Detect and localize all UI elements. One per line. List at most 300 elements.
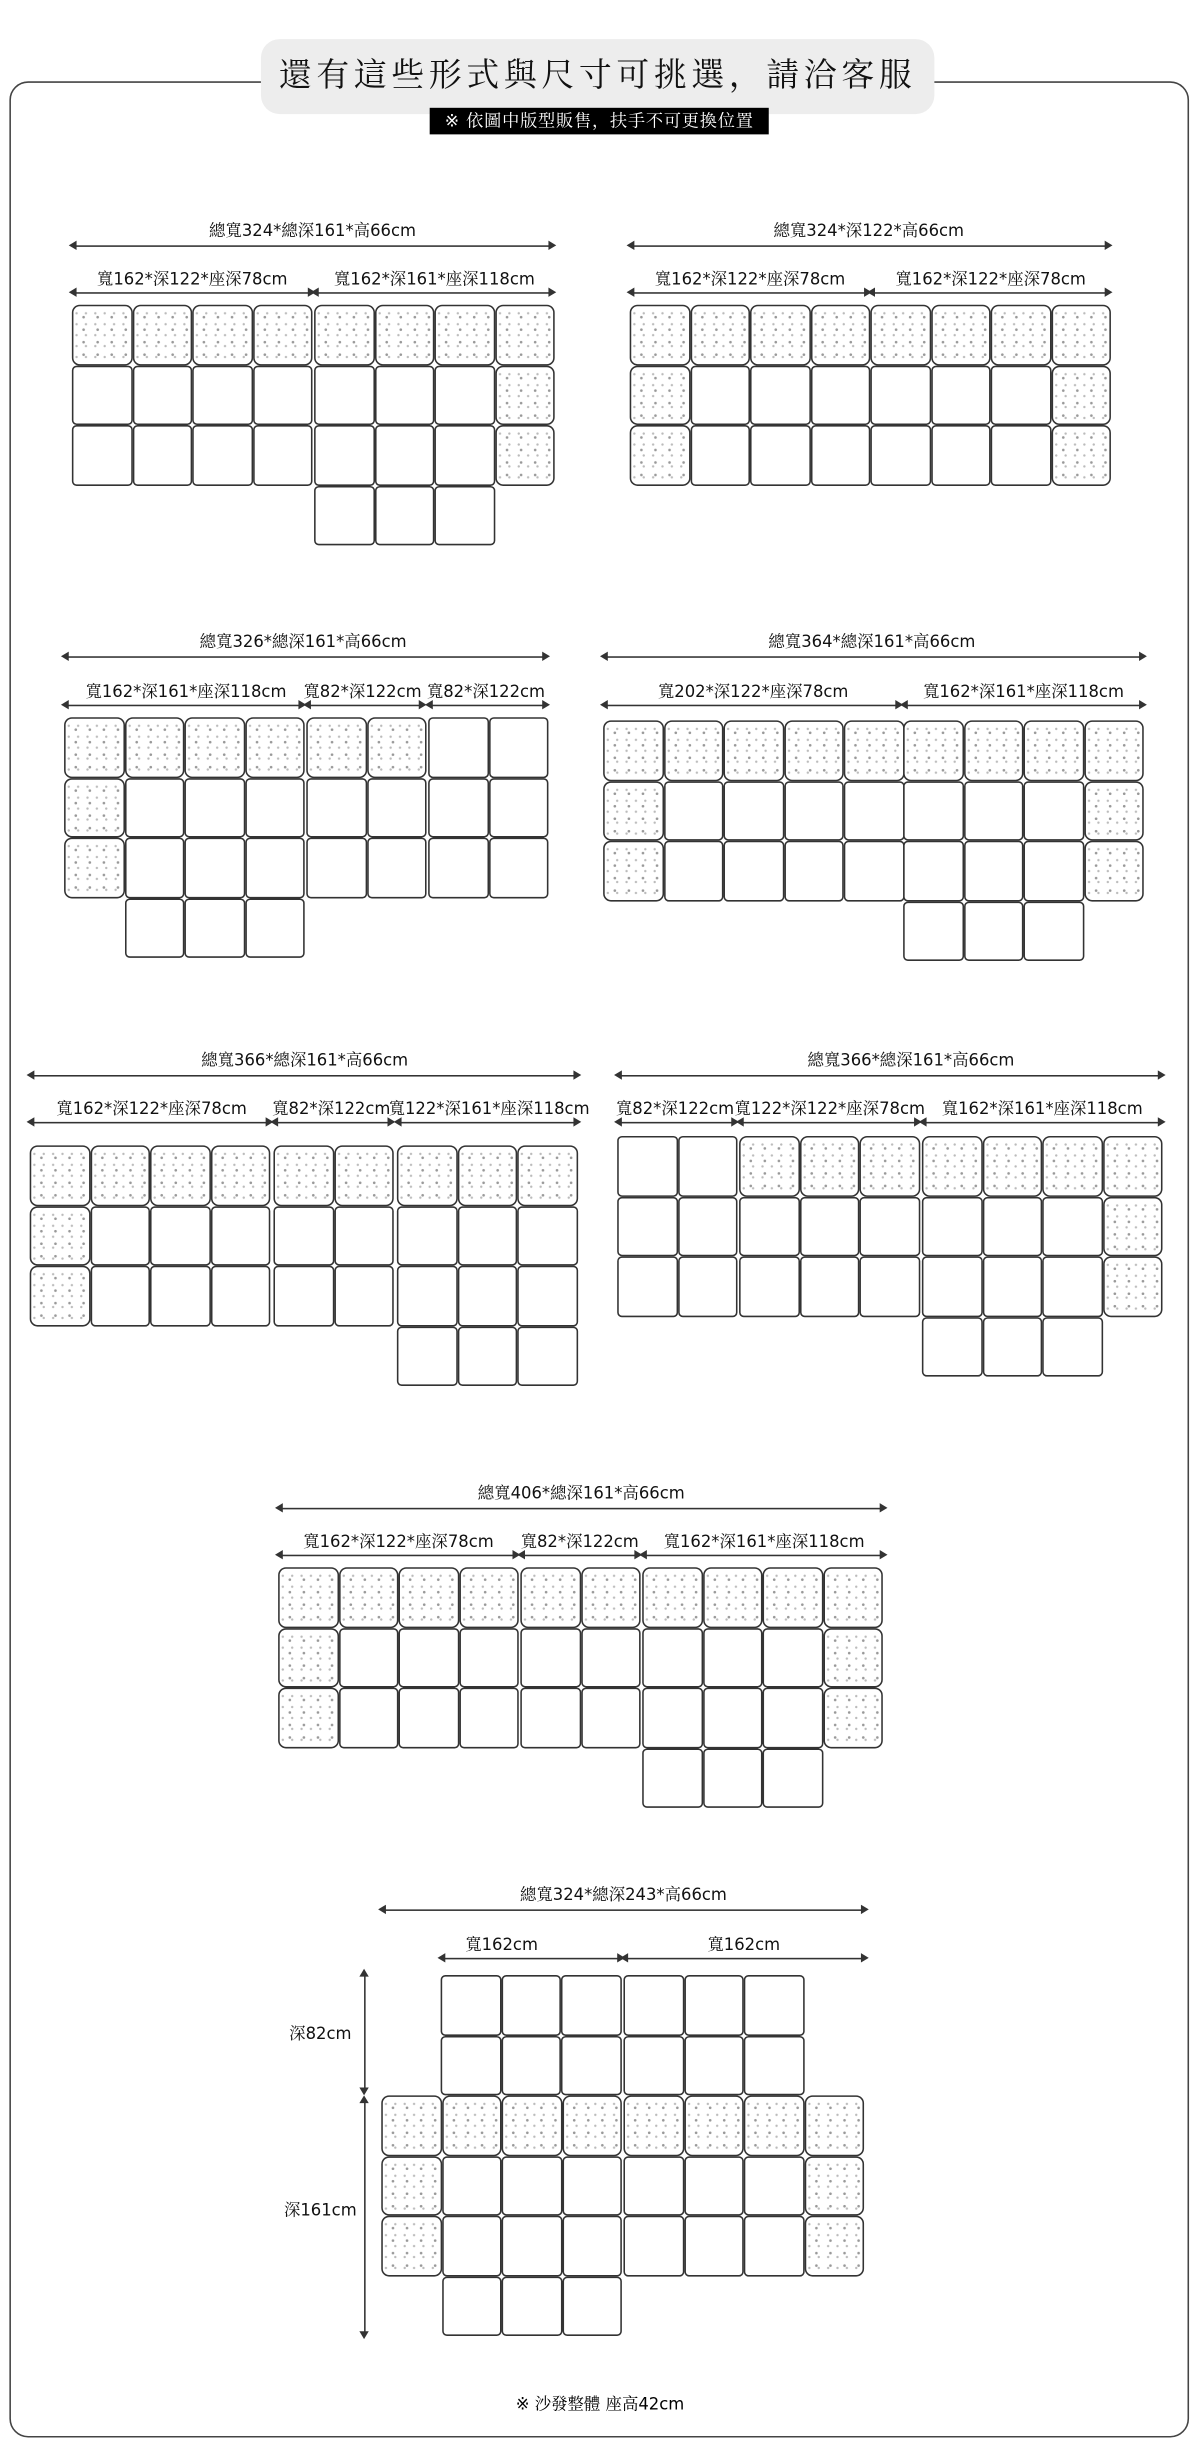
seat-cushion	[441, 1975, 501, 2035]
seat-cushion	[517, 1205, 577, 1265]
back-cushion	[684, 2095, 744, 2155]
seat-cushion	[457, 1205, 517, 1265]
module-width-arrow	[603, 705, 900, 707]
back-cushion	[702, 1567, 762, 1627]
module-dimension-label: 寬162cm	[465, 1935, 538, 1955]
seat-cushion	[488, 838, 548, 898]
seat-cushion	[903, 780, 963, 840]
back-cushion	[397, 1145, 457, 1205]
module-dimension-label: 寬162*深122*座深78cm	[654, 270, 846, 290]
back-cushion	[1023, 720, 1083, 780]
depth-arrow	[364, 2098, 366, 2336]
seat-cushion	[132, 365, 192, 425]
back-cushion	[903, 720, 963, 780]
seat-cushion	[488, 717, 548, 777]
seat-cushion	[434, 365, 494, 425]
module-dimension-label: 寬82*深122cm	[303, 682, 422, 702]
module-width-arrow	[64, 705, 303, 707]
seat-cushion	[991, 365, 1051, 425]
seat-cushion	[517, 1326, 577, 1386]
seat-cushion	[617, 1256, 677, 1316]
seat-cushion	[338, 1688, 398, 1748]
seat-cushion	[210, 1266, 270, 1326]
module-width-arrow	[903, 705, 1144, 707]
seat-height-note: ※ 沙發整體 座高42cm	[515, 2395, 685, 2415]
back-cushion	[823, 1688, 883, 1748]
seat-cushion	[366, 777, 426, 837]
seat-cushion	[684, 2155, 744, 2215]
module-dimension-label: 寬162*深122*座深78cm	[96, 270, 288, 290]
seat-cushion	[677, 1196, 737, 1256]
back-cushion	[495, 425, 555, 485]
seat-cushion	[245, 777, 305, 837]
seat-cushion	[750, 365, 810, 425]
seat-cushion	[366, 838, 426, 898]
back-cushion	[72, 305, 132, 365]
depth-dimension-label: 深82cm	[289, 2025, 352, 2044]
back-cushion	[381, 2216, 441, 2276]
seat-cushion	[72, 425, 132, 485]
module-width-arrow	[870, 292, 1109, 294]
seat-cushion	[192, 425, 252, 485]
back-cushion	[630, 365, 690, 425]
seat-cushion	[922, 1196, 982, 1256]
seat-cushion	[859, 1256, 919, 1316]
total-width-arrow	[72, 245, 553, 247]
seat-cushion	[252, 425, 312, 485]
back-cushion	[630, 305, 690, 365]
back-cushion	[1084, 841, 1144, 901]
seat-cushion	[663, 841, 723, 901]
back-cushion	[1102, 1256, 1162, 1316]
back-cushion	[30, 1145, 90, 1205]
seat-cushion	[930, 365, 990, 425]
seat-cushion	[374, 365, 434, 425]
seat-cushion	[663, 780, 723, 840]
seat-cushion	[810, 425, 870, 485]
module-dimension-label: 寬162*深122*座深78cm	[56, 1100, 247, 1119]
total-dimension-label: 總寬324*深122*高66cm	[773, 221, 965, 241]
seat-cushion	[132, 425, 192, 485]
back-cushion	[750, 305, 810, 365]
seat-cushion	[870, 365, 930, 425]
module-dimension-label: 寬162*深122*座深78cm	[895, 270, 1086, 290]
module-dimension-label: 寬162*深161*座深118cm	[663, 1532, 865, 1552]
seat-cushion	[314, 365, 374, 425]
back-cushion	[495, 305, 555, 365]
seat-cushion	[150, 1266, 210, 1326]
back-cushion	[963, 720, 1023, 780]
back-cushion	[381, 2155, 441, 2215]
module-dimension-label: 寬82*深122cm	[615, 1100, 735, 1119]
seat-cushion	[677, 1136, 737, 1196]
back-cushion	[278, 1688, 338, 1748]
back-cushion	[1051, 305, 1111, 365]
seat-cushion	[1042, 1196, 1102, 1256]
seat-cushion	[501, 2035, 561, 2095]
total-dimension-label: 總寬324*總深243*高66cm	[519, 1885, 727, 1905]
back-cushion	[278, 1567, 338, 1627]
seat-cushion	[623, 2155, 683, 2215]
seat-cushion	[903, 901, 963, 961]
module-width-arrow	[642, 1555, 884, 1557]
seat-cushion	[642, 1748, 702, 1808]
seat-cushion	[922, 1316, 982, 1376]
seat-cushion	[459, 1627, 519, 1687]
seat-cushion	[441, 2035, 501, 2095]
back-cushion	[64, 838, 124, 898]
back-cushion	[1102, 1136, 1162, 1196]
back-cushion	[306, 717, 366, 777]
seat-cushion	[273, 1266, 333, 1326]
back-cushion	[374, 305, 434, 365]
back-cushion	[334, 1145, 394, 1205]
seat-cushion	[859, 1196, 919, 1256]
back-cushion	[580, 1567, 640, 1627]
seat-cushion	[520, 1688, 580, 1748]
total-width-arrow	[630, 245, 1110, 247]
back-cushion	[184, 717, 244, 777]
back-cushion	[930, 305, 990, 365]
seat-cushion	[374, 485, 434, 545]
total-width-arrow	[278, 1508, 884, 1510]
seat-cushion	[963, 841, 1023, 901]
seat-cushion	[273, 1205, 333, 1265]
seat-cushion	[810, 365, 870, 425]
back-cushion	[982, 1136, 1042, 1196]
module-width-arrow	[617, 1122, 736, 1124]
back-cushion	[690, 305, 750, 365]
seat-cushion	[459, 1688, 519, 1748]
seat-cushion	[441, 2276, 501, 2336]
seat-cushion	[90, 1266, 150, 1326]
seat-cushion	[428, 777, 488, 837]
back-cushion	[1084, 720, 1144, 780]
module-dimension-label: 寬82*深122cm	[520, 1532, 639, 1552]
depth-dimension-label: 深161cm	[283, 2201, 357, 2221]
module-dimension-label: 寬162*深161*座深118cm	[85, 682, 287, 702]
module-width-arrow	[630, 292, 869, 294]
total-width-arrow	[64, 656, 547, 658]
back-cushion	[210, 1145, 270, 1205]
seat-cushion	[562, 2276, 622, 2336]
total-width-arrow	[617, 1075, 1162, 1077]
module-dimension-label: 寬122*深122*座深78cm	[734, 1100, 925, 1119]
module-dimension-label: 寬162*深161*座深118cm	[941, 1100, 1143, 1119]
seat-cushion	[744, 2035, 804, 2095]
module-width-arrow	[273, 1122, 392, 1124]
module-dimension-label: 寬162*深161*座深118cm	[333, 270, 535, 290]
back-cushion	[859, 1136, 919, 1196]
back-cushion	[398, 1567, 458, 1627]
back-cushion	[823, 1627, 883, 1687]
seat-cushion	[799, 1256, 859, 1316]
back-cushion	[124, 717, 184, 777]
seat-cushion	[245, 898, 305, 958]
seat-cushion	[334, 1266, 394, 1326]
seat-cushion	[903, 841, 963, 901]
module-dimension-label: 寬162*深122*座深78cm	[303, 1532, 494, 1552]
seat-cushion	[210, 1205, 270, 1265]
seat-cushion	[306, 777, 366, 837]
module-width-arrow	[428, 705, 547, 707]
seat-cushion	[784, 841, 844, 901]
back-cushion	[804, 2216, 864, 2276]
seat-cushion	[124, 898, 184, 958]
back-cushion	[441, 2095, 501, 2155]
seat-cushion	[397, 1326, 457, 1386]
back-cushion	[744, 2095, 804, 2155]
back-cushion	[517, 1145, 577, 1205]
seat-cushion	[617, 1136, 677, 1196]
seat-cushion	[744, 1975, 804, 2035]
back-cushion	[314, 305, 374, 365]
back-cushion	[1051, 365, 1111, 425]
total-width-arrow	[381, 1909, 865, 1911]
seat-cushion	[844, 841, 904, 901]
seat-cushion	[982, 1196, 1042, 1256]
module-width-arrow	[441, 1958, 622, 1960]
module-width-arrow	[739, 1122, 919, 1124]
seat-cushion	[561, 1975, 621, 2035]
back-cushion	[763, 1567, 823, 1627]
seat-cushion	[334, 1205, 394, 1265]
seat-cushion	[124, 777, 184, 837]
back-cushion	[922, 1136, 982, 1196]
seat-cushion	[684, 2035, 744, 2095]
seat-cushion	[963, 901, 1023, 961]
back-cushion	[245, 717, 305, 777]
seat-cushion	[702, 1748, 762, 1808]
seat-cushion	[991, 425, 1051, 485]
back-cushion	[1084, 780, 1144, 840]
seat-cushion	[844, 780, 904, 840]
seat-cushion	[739, 1256, 799, 1316]
seat-cushion	[441, 2155, 501, 2215]
back-cushion	[844, 720, 904, 780]
module-width-arrow	[520, 1555, 639, 1557]
back-cushion	[64, 717, 124, 777]
seat-cushion	[1023, 841, 1083, 901]
seat-cushion	[520, 1627, 580, 1687]
seat-cushion	[750, 425, 810, 485]
seat-cushion	[690, 365, 750, 425]
seat-cushion	[434, 425, 494, 485]
seat-cushion	[306, 838, 366, 898]
seat-cushion	[684, 1975, 744, 2035]
back-cushion	[1042, 1136, 1102, 1196]
back-cushion	[252, 305, 312, 365]
back-cushion	[64, 777, 124, 837]
back-cushion	[799, 1136, 859, 1196]
back-cushion	[663, 720, 723, 780]
seat-cushion	[690, 425, 750, 485]
seat-cushion	[870, 425, 930, 485]
seat-cushion	[72, 365, 132, 425]
seat-cushion	[580, 1627, 640, 1687]
seat-cushion	[397, 1205, 457, 1265]
seat-cushion	[562, 2155, 622, 2215]
module-width-arrow	[922, 1122, 1163, 1124]
back-cushion	[457, 1145, 517, 1205]
seat-cushion	[930, 425, 990, 485]
seat-cushion	[677, 1256, 737, 1316]
seat-cushion	[441, 2216, 501, 2276]
seat-cushion	[252, 365, 312, 425]
seat-cushion	[702, 1627, 762, 1687]
total-dimension-label: 總寬364*總深161*高66cm	[768, 632, 976, 652]
page-title: 還有這些形式與尺寸可挑選，請洽客服	[261, 39, 934, 114]
seat-cushion	[799, 1196, 859, 1256]
seat-cushion	[763, 1688, 823, 1748]
seat-cushion	[374, 425, 434, 485]
seat-cushion	[314, 425, 374, 485]
total-dimension-label: 總寬326*總深161*高66cm	[199, 632, 407, 652]
module-width-arrow	[278, 1555, 517, 1557]
seat-cushion	[434, 485, 494, 545]
seat-cushion	[744, 2155, 804, 2215]
back-cushion	[630, 425, 690, 485]
back-cushion	[381, 2095, 441, 2155]
back-cushion	[739, 1136, 799, 1196]
seat-cushion	[124, 838, 184, 898]
seat-cushion	[623, 2216, 683, 2276]
module-dimension-label: 寬202*深122*座深78cm	[657, 682, 849, 702]
seat-cushion	[245, 838, 305, 898]
back-cushion	[603, 841, 663, 901]
module-dimension-label: 寬82*深122cm	[272, 1100, 391, 1119]
seat-cushion	[184, 898, 244, 958]
seat-cushion	[502, 2216, 562, 2276]
back-cushion	[30, 1266, 90, 1326]
back-cushion	[338, 1567, 398, 1627]
seat-cushion	[763, 1627, 823, 1687]
seat-cushion	[684, 2216, 744, 2276]
seat-cushion	[1023, 901, 1083, 961]
seat-cushion	[398, 1627, 458, 1687]
seat-cushion	[623, 1975, 683, 2035]
back-cushion	[603, 780, 663, 840]
module-dimension-label: 寬82*深122cm	[426, 682, 546, 702]
seat-cushion	[338, 1627, 398, 1687]
back-cushion	[30, 1205, 90, 1265]
seat-cushion	[428, 717, 488, 777]
module-width-arrow	[623, 1958, 865, 1960]
back-cushion	[823, 1567, 883, 1627]
seat-cushion	[428, 838, 488, 898]
sales-note-badge: ※ 依圖中版型販售，扶手不可更換位置	[430, 108, 769, 135]
back-cushion	[502, 2095, 562, 2155]
seat-cushion	[744, 2216, 804, 2276]
total-dimension-label: 總寬366*總深161*高66cm	[807, 1051, 1015, 1071]
back-cushion	[1102, 1196, 1162, 1256]
back-cushion	[1051, 425, 1111, 485]
back-cushion	[784, 720, 844, 780]
total-dimension-label: 總寬406*總深161*高66cm	[477, 1484, 685, 1504]
module-width-arrow	[397, 1122, 578, 1124]
seat-cushion	[642, 1688, 702, 1748]
seat-cushion	[90, 1205, 150, 1265]
seat-cushion	[501, 1975, 561, 2035]
seat-cushion	[457, 1266, 517, 1326]
back-cushion	[603, 720, 663, 780]
seat-cushion	[502, 2155, 562, 2215]
back-cushion	[562, 2095, 622, 2155]
back-cushion	[991, 305, 1051, 365]
back-cushion	[520, 1567, 580, 1627]
seat-cushion	[1023, 780, 1083, 840]
module-width-arrow	[306, 705, 423, 707]
total-width-arrow	[30, 1075, 578, 1077]
seat-cushion	[517, 1266, 577, 1326]
back-cushion	[723, 720, 783, 780]
seat-cushion	[562, 2216, 622, 2276]
seat-cushion	[314, 485, 374, 545]
seat-cushion	[623, 2035, 683, 2095]
module-dimension-label: 寬162cm	[707, 1935, 781, 1955]
seat-cushion	[763, 1748, 823, 1808]
seat-cushion	[982, 1256, 1042, 1316]
seat-cushion	[397, 1266, 457, 1326]
module-dimension-label: 寬122*深161*座深118cm	[388, 1100, 590, 1119]
total-width-arrow	[603, 656, 1144, 658]
module-width-arrow	[30, 1122, 271, 1124]
back-cushion	[434, 305, 494, 365]
seat-cushion	[502, 2276, 562, 2336]
seat-cushion	[184, 777, 244, 837]
seat-cushion	[150, 1205, 210, 1265]
seat-cushion	[1042, 1256, 1102, 1316]
seat-cushion	[642, 1627, 702, 1687]
total-dimension-label: 總寬324*總深161*高66cm	[209, 221, 416, 241]
seat-cushion	[580, 1688, 640, 1748]
back-cushion	[804, 2095, 864, 2155]
back-cushion	[132, 305, 192, 365]
back-cushion	[150, 1145, 210, 1205]
back-cushion	[459, 1567, 519, 1627]
back-cushion	[870, 305, 930, 365]
seat-cushion	[739, 1196, 799, 1256]
back-cushion	[273, 1145, 333, 1205]
seat-cushion	[784, 780, 844, 840]
seat-cushion	[617, 1196, 677, 1256]
module-dimension-label: 寬162*深161*座深118cm	[922, 682, 1124, 702]
back-cushion	[495, 365, 555, 425]
back-cushion	[90, 1145, 150, 1205]
back-cushion	[642, 1567, 702, 1627]
seat-cushion	[184, 838, 244, 898]
seat-cushion	[192, 365, 252, 425]
seat-cushion	[922, 1256, 982, 1316]
seat-cushion	[457, 1326, 517, 1386]
seat-cushion	[963, 780, 1023, 840]
depth-arrow	[364, 1972, 366, 2092]
back-cushion	[278, 1627, 338, 1687]
seat-cushion	[398, 1688, 458, 1748]
seat-cushion	[723, 780, 783, 840]
seat-cushion	[1042, 1316, 1102, 1376]
total-dimension-label: 總寬366*總深161*高66cm	[201, 1051, 409, 1071]
back-cushion	[810, 305, 870, 365]
seat-cushion	[488, 777, 548, 837]
seat-cushion	[561, 2035, 621, 2095]
back-cushion	[623, 2095, 683, 2155]
seat-cushion	[982, 1316, 1042, 1376]
back-cushion	[192, 305, 252, 365]
seat-cushion	[702, 1688, 762, 1748]
seat-cushion	[723, 841, 783, 901]
back-cushion	[804, 2155, 864, 2215]
